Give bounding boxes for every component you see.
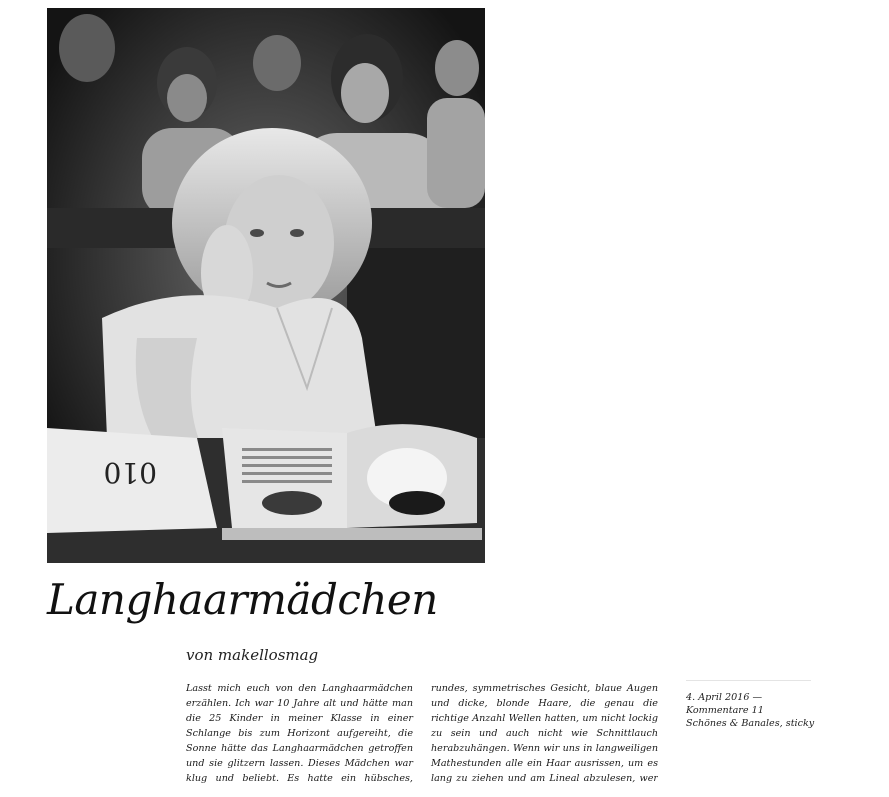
date-dash: — bbox=[749, 692, 763, 703]
article-body bbox=[186, 681, 658, 793]
classroom-photo bbox=[47, 8, 485, 563]
article-paragraph: Lasst mich euch von den Langhaarmädchen erzählen. Ich war 10 Jahre alt und hätte man die 25 Kinder in meiner Klasse in einer Schlange bis zum Horizont aufgereiht, die Sonne hätte das Langhaarmädchen getroffen und sie glitzern lassen. Dieses Mädchen war klug und beliebt. Es hatte ein hübsches, rundes, symmetrisches Gesicht, blaue Augen und dicke, blonde Haare, die genau die richtige Anzahl Wellen hatten, um nicht lockig zu sein und auch nicht wie Schnittlauch herabzuhängen. Wenn wir uns in langweiligen Mathestunden alle ein Haar ausrissen, um es lang zu ziehen und am Lineal abzulesen, wer bbox=[186, 683, 658, 784]
category-separator: , bbox=[779, 718, 786, 729]
category-link-sticky[interactable]: sticky bbox=[785, 718, 815, 729]
post-date-link[interactable]: 4. April 2016 bbox=[686, 692, 750, 703]
post-byline: von makellosmag bbox=[186, 646, 319, 664]
post-title[interactable]: Langhaarmädchen bbox=[47, 575, 438, 624]
categories-line bbox=[686, 717, 815, 730]
book-page-text: 010 bbox=[103, 456, 157, 489]
comments-link[interactable]: Kommentare 11 bbox=[686, 705, 764, 716]
post-date-line bbox=[686, 691, 811, 704]
category-link-schoenes-banales[interactable]: Schönes & Banales bbox=[686, 718, 780, 729]
post-meta bbox=[686, 680, 815, 730]
hero-image bbox=[47, 8, 485, 563]
